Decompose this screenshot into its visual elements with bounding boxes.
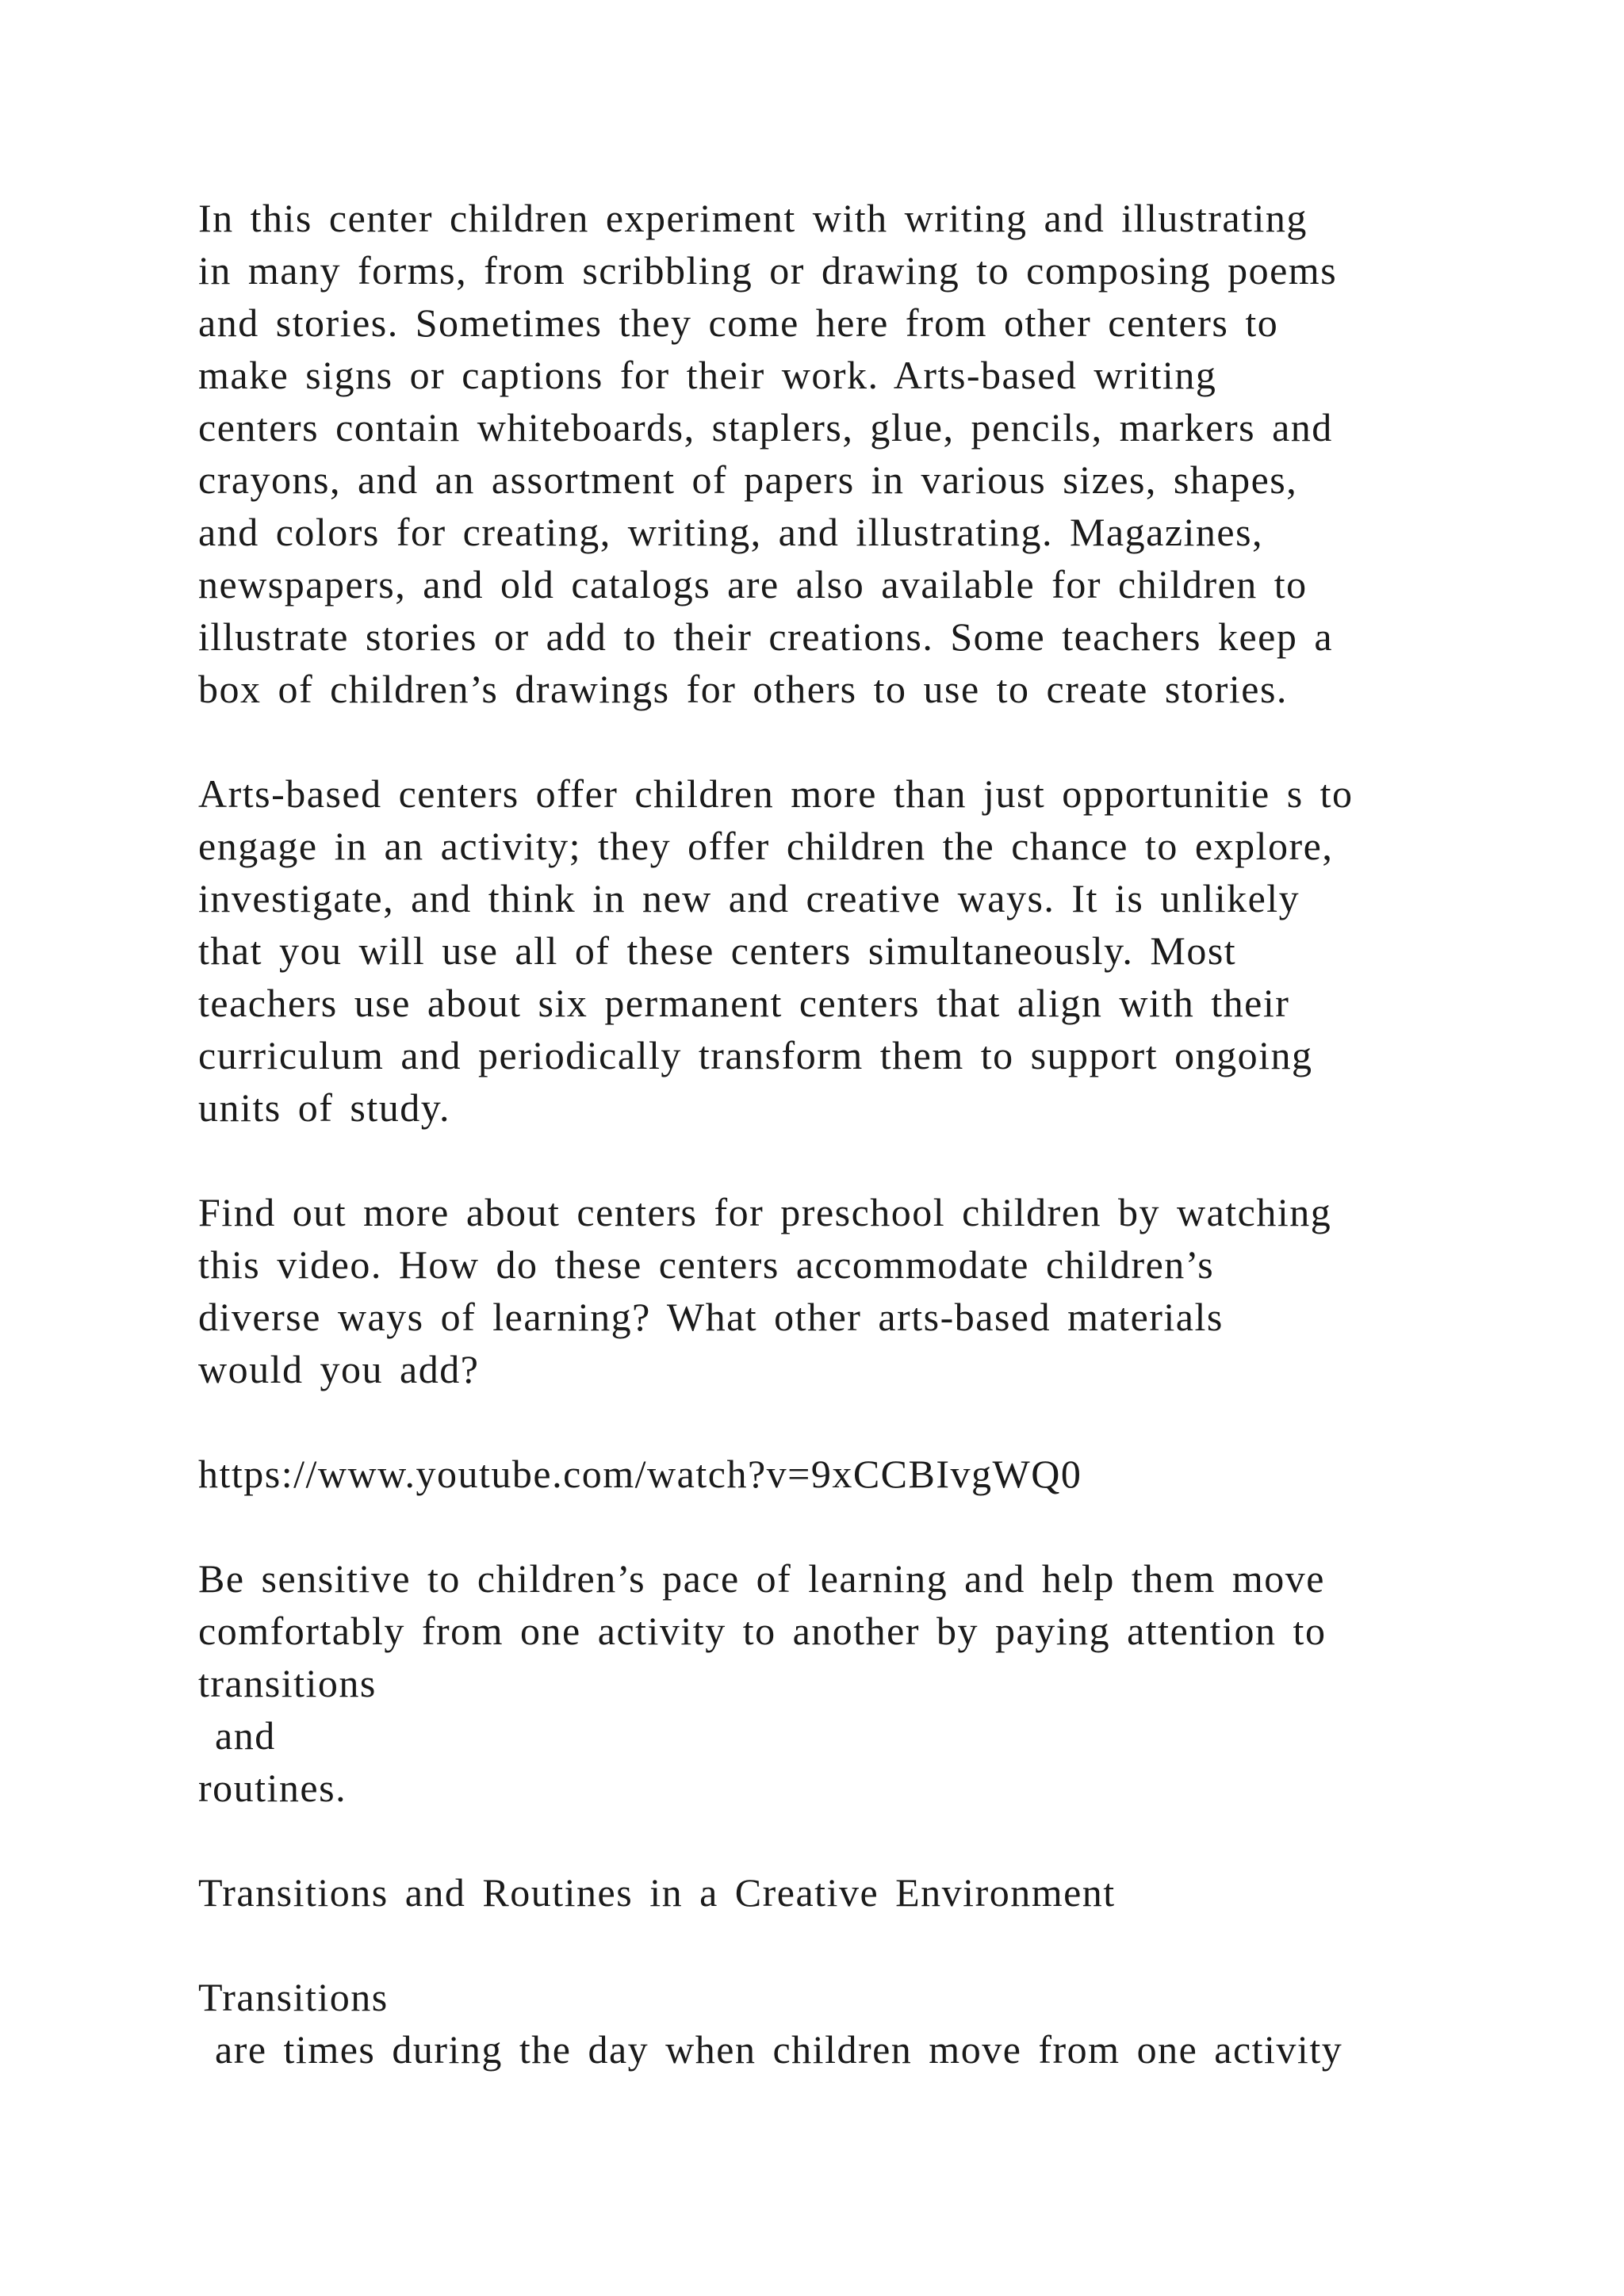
- body-text: [198, 192, 1467, 2128]
- text-line: crayons, and an assortment of papers in various sizes, shapes,: [198, 457, 1298, 502]
- text-line: that you will use all of these centers simultaneously. Most: [198, 928, 1237, 973]
- text-line: and colors for creating, writing, and illustrating. Magazines,: [198, 510, 1264, 554]
- heading-text: Transitions and Routines in a Creative Environment: [198, 1870, 1116, 1915]
- text-line: illustrate stories or add to their creations. Some teachers keep a: [198, 614, 1334, 659]
- text-line: transitions: [198, 1661, 377, 1705]
- section-heading: [198, 1866, 1467, 1919]
- text-line: centers contain whiteboards, staplers, glue, pencils, markers and: [198, 405, 1333, 450]
- text-line: In this center children experiment with writing and illustrating: [198, 196, 1308, 240]
- text-line: newspapers, and old catalogs are also available for children to: [198, 562, 1308, 607]
- text-line: diverse ways of learning? What other arts-based materials: [198, 1295, 1224, 1339]
- video-url-text: https://www.youtube.com/watch?v=9xCCBIvgWQ0: [198, 1452, 1082, 1496]
- text-line: make signs or captions for their work. Arts-based writing: [198, 353, 1217, 397]
- text-line: are times during the day when children move from one activity: [198, 2027, 1343, 2072]
- text-line: curriculum and periodically transform them to support ongoing: [198, 1033, 1313, 1077]
- text-line: investigate, and think in new and creative ways. It is unlikely: [198, 876, 1300, 920]
- text-line: in many forms, from scribbling or drawing to composing poems: [198, 248, 1338, 293]
- paragraph-transitions: [198, 1971, 1467, 2076]
- paragraph-video-prompt: [198, 1186, 1467, 1395]
- paragraph-pace-of-learning: [198, 1552, 1467, 1814]
- text-line: Arts-based centers offer children more than just opportunitie s to: [198, 771, 1354, 816]
- text-line: comfortably from one activity to another by paying attention to: [198, 1609, 1327, 1653]
- text-line: Be sensitive to children’s pace of learning and help them move: [198, 1556, 1325, 1601]
- paragraph-arts-based-centers: [198, 767, 1467, 1134]
- paragraph-video-url: [198, 1448, 1467, 1500]
- text-line: and: [198, 1713, 276, 1758]
- text-line: units of study.: [198, 1085, 450, 1130]
- text-line: would you add?: [198, 1347, 480, 1391]
- text-line: routines.: [198, 1766, 347, 1810]
- text-line: Transitions: [198, 1975, 389, 2019]
- text-line: box of children’s drawings for others to use to create stories.: [198, 667, 1288, 711]
- text-line: Find out more about centers for preschool children by watching: [198, 1190, 1332, 1234]
- text-line: engage in an activity; they offer children the chance to explore,: [198, 824, 1334, 868]
- text-line: and stories. Sometimes they come here from other centers to: [198, 300, 1279, 345]
- text-line: this video. How do these centers accommodate children’s: [198, 1242, 1215, 1287]
- text-line: teachers use about six permanent centers that align with their: [198, 981, 1290, 1025]
- paragraph-writing-center: [198, 192, 1467, 715]
